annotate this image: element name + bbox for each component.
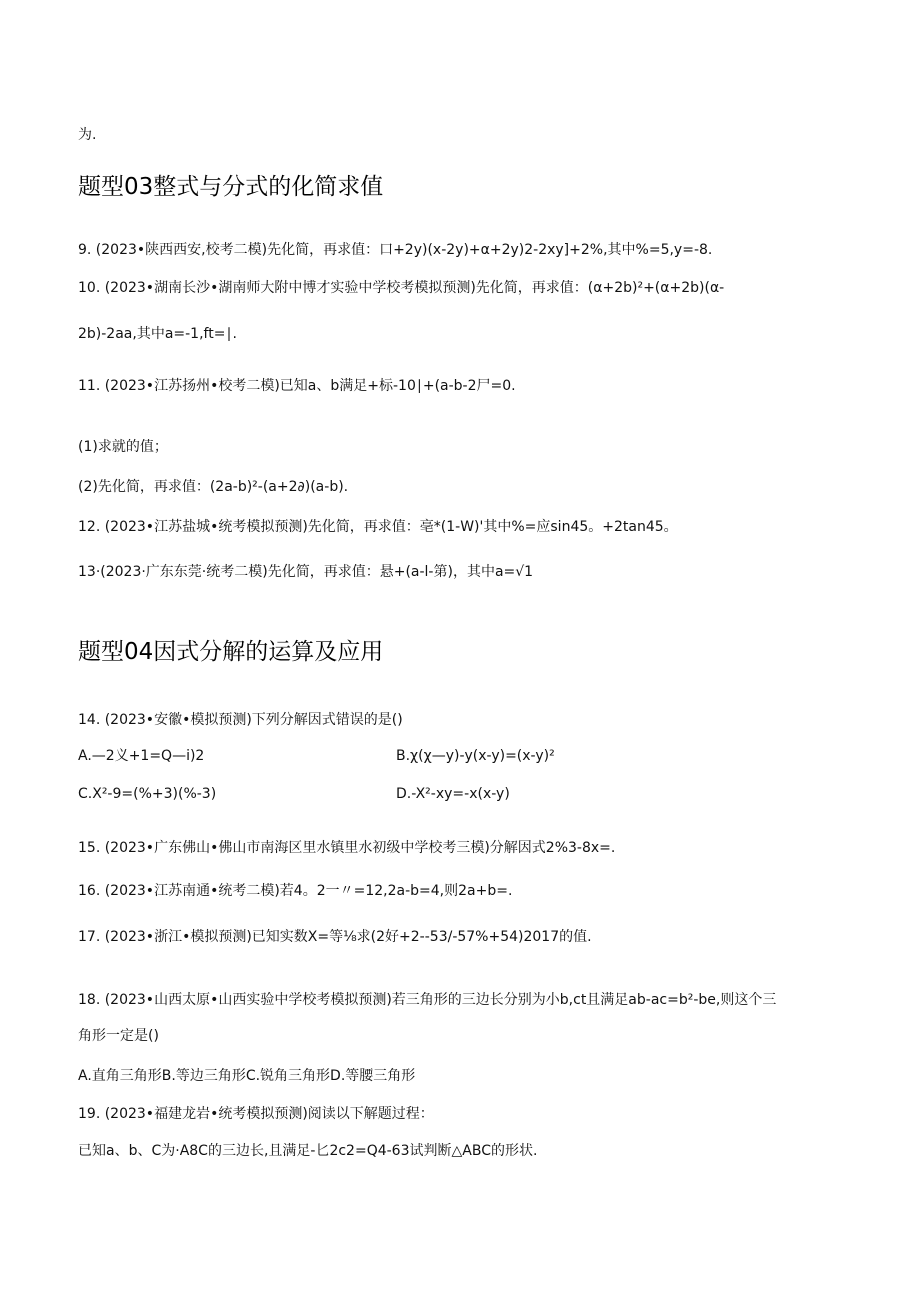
question-11-part-1: (1)求就的值；: [78, 439, 168, 455]
question-13: 13·(2023·广东东莞·统考二模)先化简，再求值：悬+(a-l-第)，其中a=√1: [78, 564, 534, 580]
question-14-option-a: A.—2义+1=Q—i)2: [78, 748, 205, 764]
question-17: 17. (2023•浙江•模拟预测)已知实数X=等⅛求(2好+2--53/-57%+54)2017的值.: [78, 929, 592, 945]
question-18-line-1: 18. (2023•山西太原•山西实验中学校考模拟预测)若三角形的三边长分别为小b,ct且满足ab-ac=b²-be,则这个三: [78, 992, 777, 1008]
question-19-stem: 19. (2023•福建龙岩•统考模拟预测)阅读以下解题过程：: [78, 1106, 434, 1122]
question-14-option-d: D.-X²-xy=-x(x-y): [396, 786, 510, 802]
question-11-part-2: (2)先化简，再求值：(2a-b)²-(a+2∂)(a-b).: [78, 479, 349, 495]
question-15: 15. (2023•广东佛山•佛山市南海区里水镇里水初级中学校考三模)分解因式2%3-8x=.: [78, 840, 616, 856]
question-10-line-2: 2b)-2aa,其中a=-1,ft=∣.: [78, 326, 237, 342]
question-11-line-1: 11. (2023•江苏扬州•校考二模)已知a、b满足+标-10∣+(a-b-2尸=0.: [78, 378, 516, 394]
question-9: 9. (2023•陕西西安,校考二模)先化简，再求值：口+2y)(x-2y)+α+2y)2-2xy]+2%,其中%=5,y=-8.: [78, 242, 713, 258]
question-10-line-1: 10. (2023•湖南长沙•湖南师大附中博才实验中学校考模拟预测)先化简，再求值：(α+2b)²+(α+2b)(α-: [78, 280, 725, 296]
question-18-options: A.直角三角形B.等边三角形C.锐角三角形D.等腰三角形: [78, 1068, 416, 1084]
question-14-option-c: C.X²-9=(%+3)(%-3): [78, 786, 217, 802]
question-12: 12. (2023•江苏盐城•统考模拟预测)先化简，再求值：亳*(1-W)'其中%=应sin45。+2tan45。: [78, 519, 678, 535]
question-14-option-b: B.χ(χ—y)-y(x-y)=(x-y)²: [396, 748, 555, 764]
question-16: 16. (2023•江苏南通•统考二模)若4。2一〃=12,2a-b=4,则2a+b=.: [78, 883, 513, 899]
question-19-line-2: 已知a、b、C为·A8C的三边长,且满足-匕2c2=Q4-63试判断△ABC的形状.: [78, 1143, 538, 1159]
section-heading-04: 题型04因式分解的运算及应用: [78, 639, 384, 665]
question-14-stem: 14. (2023•安徽•模拟预测)下列分解因式错误的是(): [78, 712, 403, 728]
section-heading-03: 题型03整式与分式的化简求值: [78, 174, 384, 200]
top-fragment: 为.: [78, 127, 97, 143]
question-18-line-2: 角形一定是(): [78, 1028, 159, 1044]
